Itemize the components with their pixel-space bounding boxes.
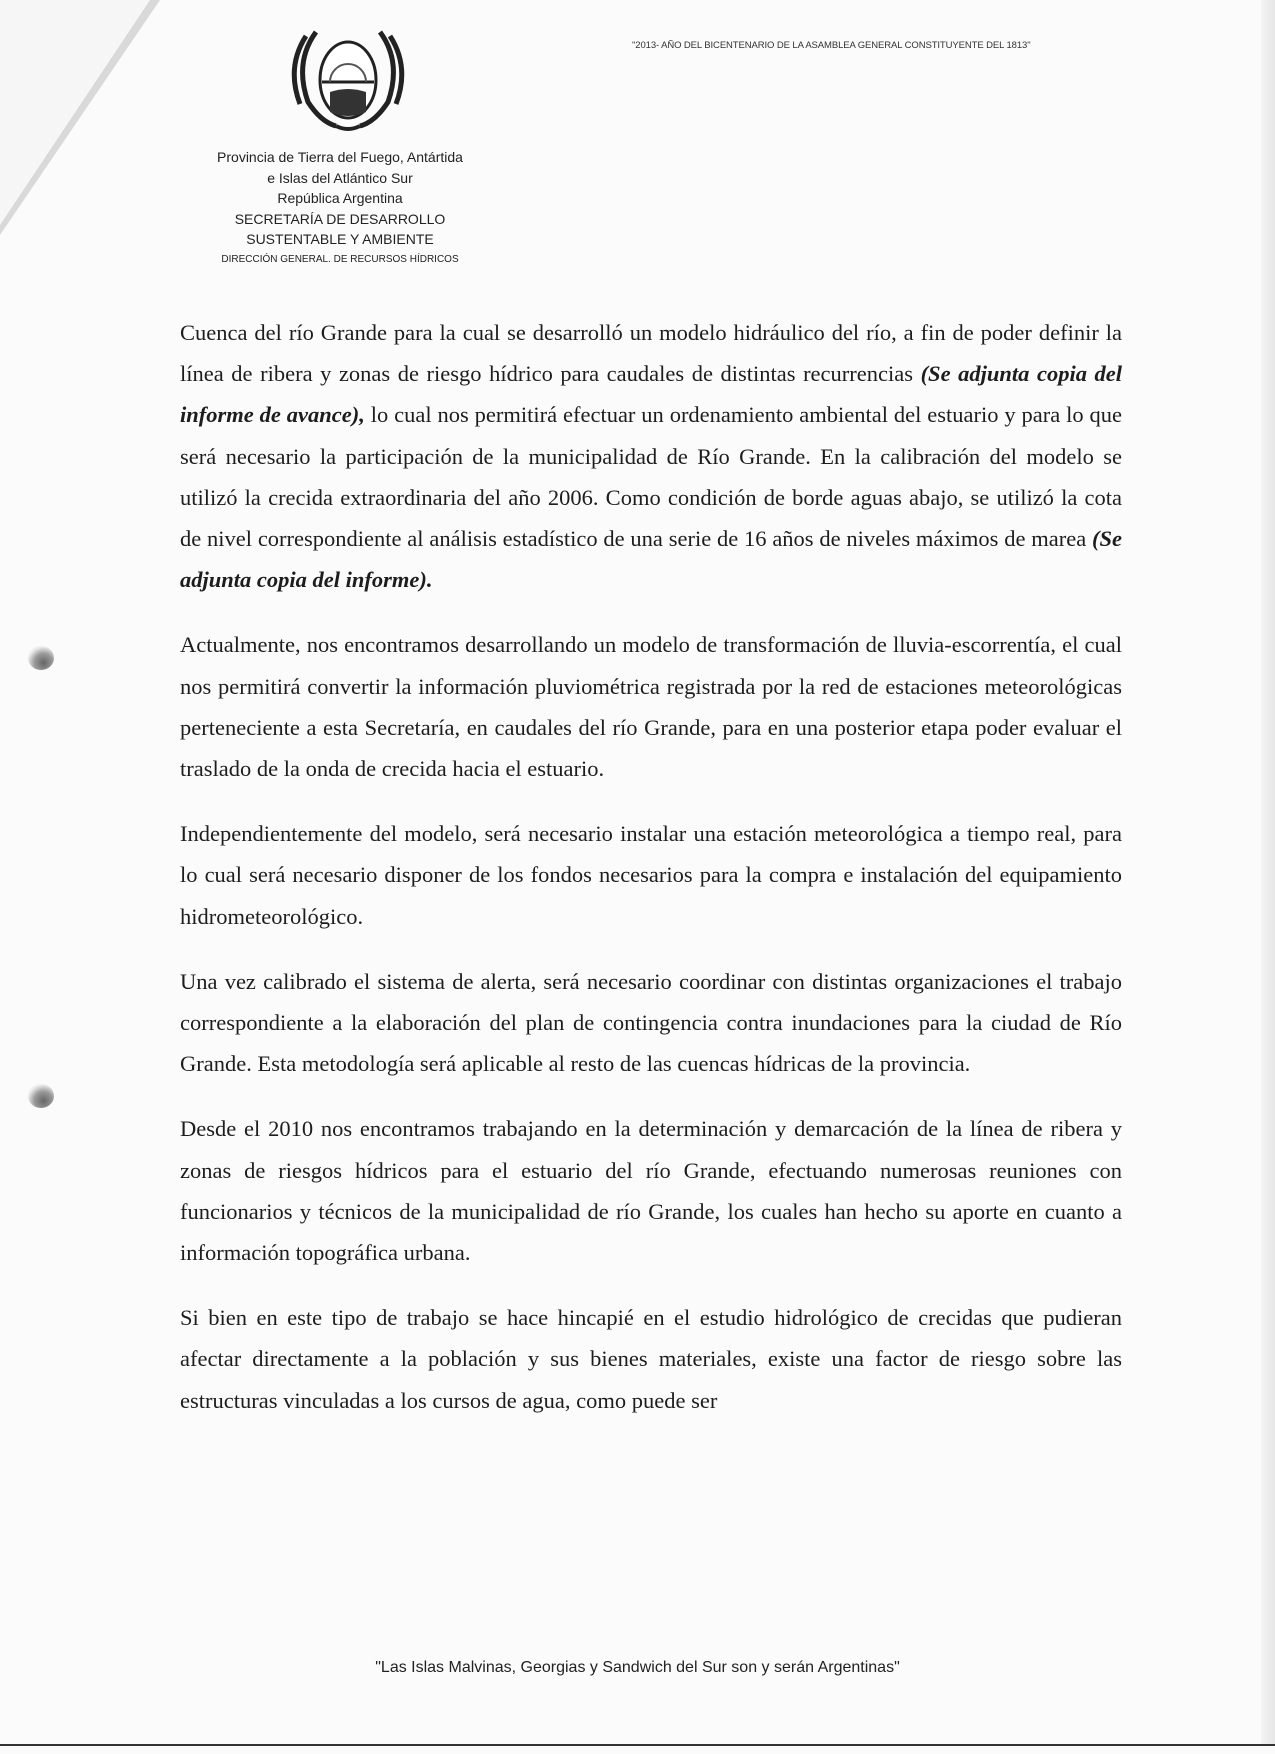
org-line: DIRECCIÓN GENERAL. DE RECURSOS HÍDRICOS	[221, 253, 459, 265]
emphasis-note: (Se adjunta copia del informe de avance),	[180, 361, 1123, 428]
footer-slogan: "Las Islas Malvinas, Georgias y Sandwich del Sur son y serán Argentinas"	[375, 1659, 900, 1676]
document-body	[180, 312, 1122, 1445]
emphasis-note: (Se adjunta copia del informe).	[180, 526, 1122, 593]
paragraph	[180, 312, 1122, 600]
bottom-rule	[0, 1744, 1275, 1746]
org-line: SUSTENTABLE Y AMBIENTE	[246, 231, 434, 247]
text: Cuenca del río Grande para la cual se desarrolló un modelo hidráulico del río, a fin de poder definir la línea de ribera y zonas de riesgo hídrico para caudales de distintas recurrencias	[180, 320, 1122, 387]
paragraph: Una vez calibrado el sistema de alerta, será necesario coordinar con distintas organizaciones el trabajo correspondiente a la elaboración del plan de contingencia contra inundaciones para la ciudad de Río Grande. Esta metodología será aplicable al resto de las cuencas hídricas de la provincia.	[180, 968, 1122, 1077]
paragraph: Si bien en este tipo de trabajo se hace hincapié en el estudio hidrológico de crecidas que pudieran afectar directamente a la población y sus bienes materiales, existe una factor de riesgo sobre las estructuras vinculadas a los cursos de agua, como puede ser	[180, 1305, 1122, 1413]
org-line: e Islas del Atlántico Sur	[267, 169, 413, 186]
punch-hole	[28, 646, 54, 670]
text: lo cual nos permitirá efectuar un ordenamiento ambiental del estuario y para lo que será necesario la participación de la municipalidad de Río Grande. En la calibración del modelo se utilizó la crecida extraordinaria del año 2006. Como condición de borde aguas abajo, se utilizó la cota de nivel correspondiente al análisis estadístico de una serie de 16 años de niveles máximos de marea	[180, 402, 1122, 552]
org-line: SECRETARÍA DE DESARROLLO	[234, 210, 446, 227]
paragraph: Desde el 2010 nos encontramos trabajando en la determinación y demarcación de la línea de ribera y zonas de riesgos hídricos para el estuario del río Grande, efectuando numerosas reuniones con funcionarios y técnicos de la municipalidad de río Grande, los cuales han hecho su aporte en cuanto a información topográfica urbana.	[180, 1116, 1122, 1266]
year-motto: "2013- AÑO DEL BICENTENARIO DE LA ASAMBLEA GENERAL CONSTITUYENTE DEL 1813"	[632, 40, 1031, 51]
organization-block	[160, 147, 520, 270]
paragraph: Independientemente del modelo, será necesario instalar una estación meteorológica a tiempo real, para lo cual será necesario disponer de los fondos necesarios para la compra e instalación del equipamiento hidrometeorológico.	[180, 821, 1122, 929]
page-fold-inner	[0, 0, 150, 225]
provincial-coat-of-arms-logo	[286, 22, 410, 134]
page-edge	[1261, 0, 1275, 1744]
punch-hole	[28, 1084, 54, 1108]
org-line: República Argentina	[277, 190, 403, 206]
paragraph: Actualmente, nos encontramos desarrollando un modelo de transformación de lluvia-escorrentía, el cual nos permitirá convertir la información pluviométrica registrada por la red de estaciones meteorológicas perteneciente a esta Secretaría, en caudales del río Grande, para en una posterior etapa poder evaluar el traslado de la onda de crecida hacia el estuario.	[180, 632, 1122, 782]
org-line: Provincia de Tierra del Fuego, Antártida	[217, 149, 463, 165]
